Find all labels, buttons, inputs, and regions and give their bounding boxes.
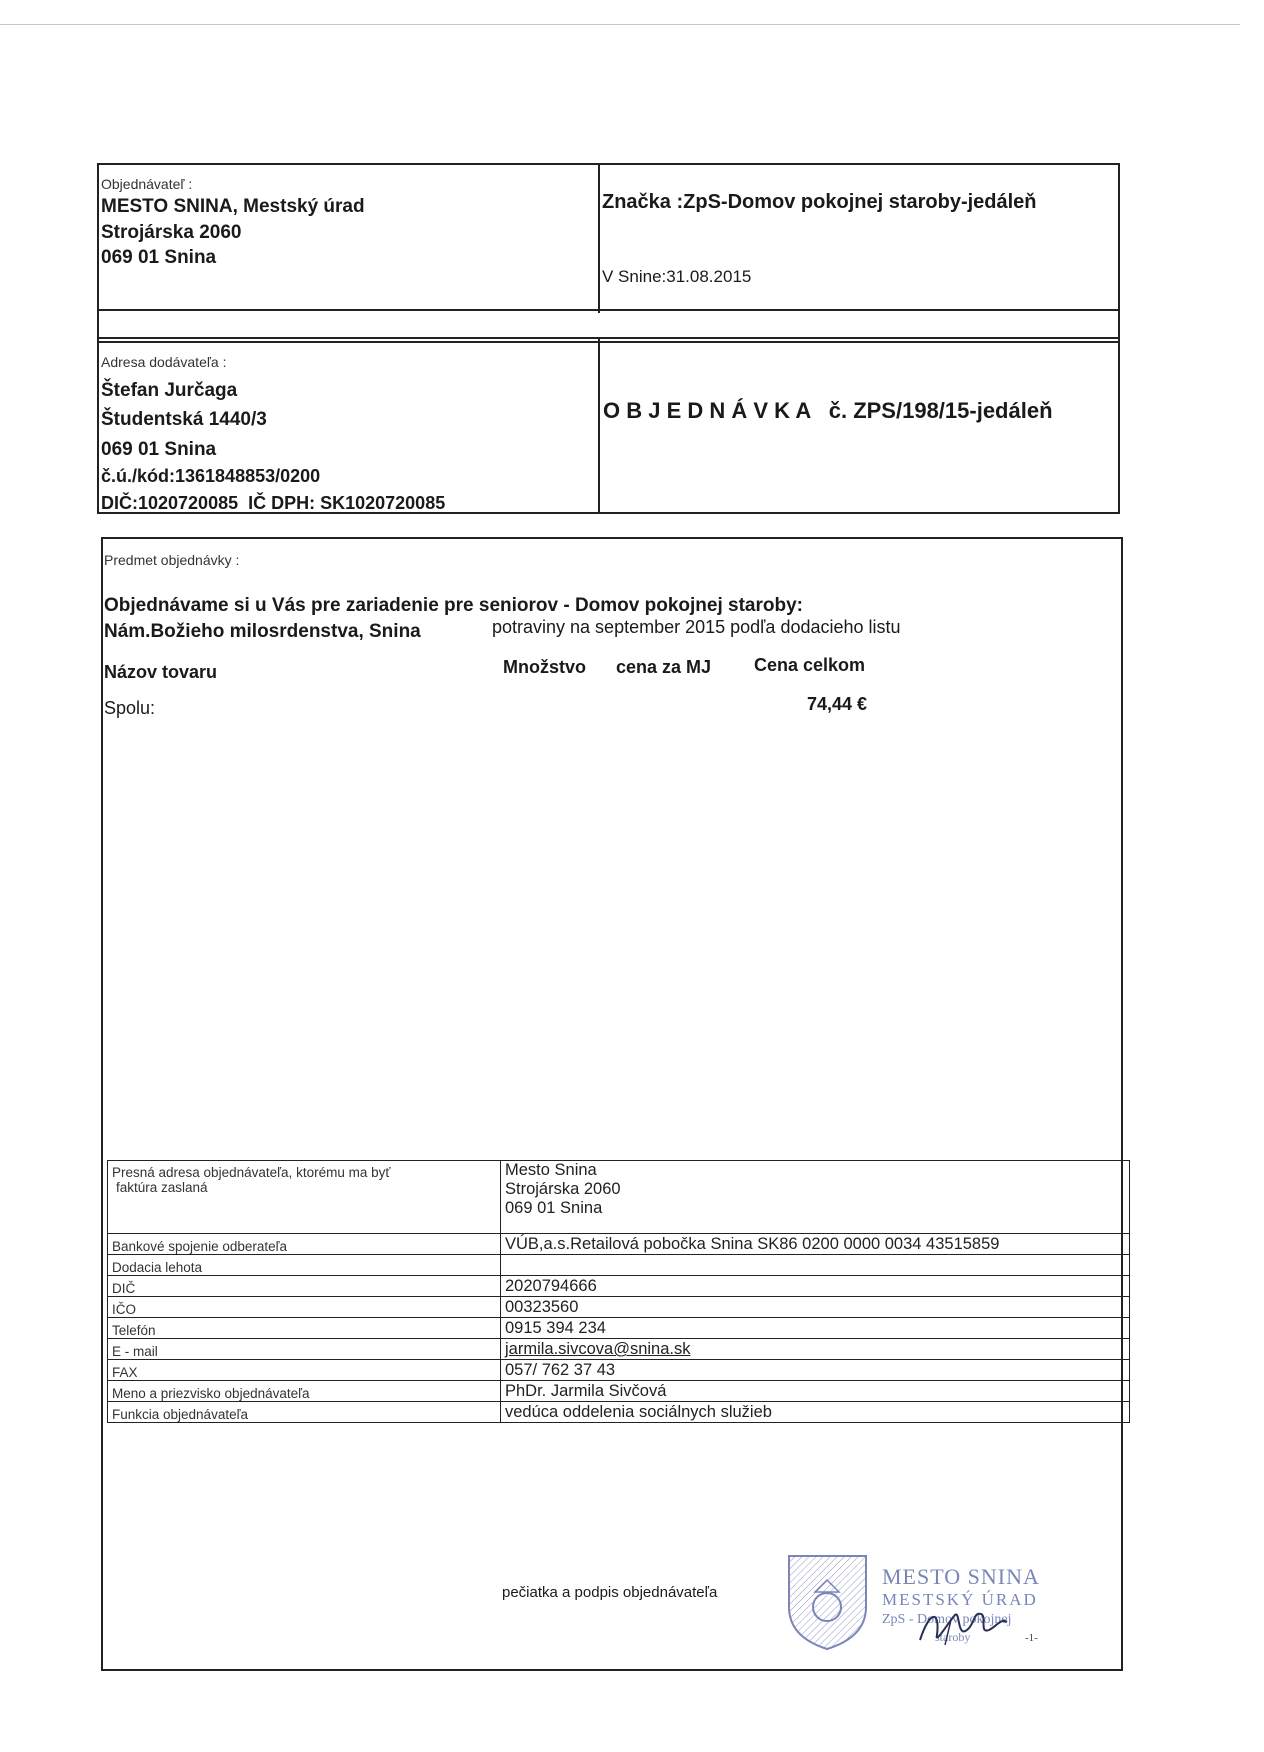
name-label: Meno a priezvisko objednávateľa xyxy=(108,1381,501,1402)
supplier-divider xyxy=(598,337,600,514)
address-label-cell xyxy=(108,1161,501,1234)
supplier-label: Adresa dodávateľa : xyxy=(101,354,227,370)
bank-label: Bankové spojenie odberateľa xyxy=(108,1234,501,1255)
subject-line1: Objednávame si u Vás pre zariadenie pre seniorov - Domov pokojnej staroby: xyxy=(104,595,803,616)
supplier-street: Študentská 1440/3 xyxy=(101,409,267,430)
col-header-total: Cena celkom xyxy=(754,655,866,675)
address-line1: Mesto Snina xyxy=(505,1161,597,1179)
table-row xyxy=(108,1255,1130,1276)
col-header-qty: Množstvo xyxy=(503,657,586,677)
stamp-line3: ZpS - Domov pokojnej xyxy=(882,1612,1012,1627)
function-value: vedúca oddelenia sociálnych služieb xyxy=(501,1402,1130,1423)
dic-value: 2020794666 xyxy=(501,1276,1130,1297)
table-row xyxy=(108,1402,1130,1423)
table-row xyxy=(108,1161,1130,1234)
header-box xyxy=(97,163,1120,343)
subject-location: Nám.Božieho milosrdenstva, Snina xyxy=(104,621,421,642)
signature-label: pečiatka a podpis objednávateľa xyxy=(502,1584,718,1601)
delivery-label: Dodacia lehota xyxy=(108,1255,501,1276)
ico-value: 00323560 xyxy=(501,1297,1130,1318)
stamp-line1: MESTO SNINA xyxy=(882,1564,1040,1589)
orderer-name: MESTO SNINA, Mestský úrad xyxy=(101,196,365,217)
stamp-line4: staroby xyxy=(935,1630,971,1644)
handwritten-signature xyxy=(915,1600,1035,1650)
supplier-tax: DIČ:1020720085 IČ DPH: SK1020720085 xyxy=(101,493,446,513)
header-divider xyxy=(598,163,600,313)
coat-of-arms-icon xyxy=(785,1552,870,1652)
table-row xyxy=(108,1276,1130,1297)
address-line2: Strojárska 2060 xyxy=(505,1180,621,1198)
supplier-city: 069 01 Snina xyxy=(101,439,217,460)
name-value: PhDr. Jarmila Sivčová xyxy=(501,1381,1130,1402)
address-value-cell xyxy=(501,1161,1130,1234)
orderer-street: Strojárska 2060 xyxy=(101,222,242,243)
col-header-unit-price: cena za MJ xyxy=(616,657,712,677)
supplier-name: Štefan Jurčaga xyxy=(101,380,238,401)
header-split-line xyxy=(97,309,1120,311)
supplier-account: č.ú./kód:1361848853/0200 xyxy=(101,466,321,486)
orderer-city: 069 01 Snina xyxy=(101,247,217,268)
sum-label: Spolu: xyxy=(104,698,156,718)
official-stamp xyxy=(785,1552,1065,1652)
subject-goods: potraviny na september 2015 podľa dodacieho listu xyxy=(492,617,901,637)
place-date: V Snine:31.08.2015 xyxy=(602,267,752,286)
table-row xyxy=(108,1318,1130,1339)
stamp-number: -1- xyxy=(1025,1632,1038,1644)
table-row xyxy=(108,1297,1130,1318)
delivery-value xyxy=(501,1255,1130,1276)
email-label: E - mail xyxy=(108,1339,501,1360)
orderer-info-table xyxy=(107,1160,1130,1423)
phone-label: Telefón xyxy=(108,1318,501,1339)
address-label-line2: faktúra zaslaná xyxy=(116,1180,208,1195)
address-label-line1: Presná adresa objednávateľa, ktorému ma byť xyxy=(112,1165,391,1180)
function-label: Funkcia objednávateľa xyxy=(108,1402,501,1423)
table-row xyxy=(108,1381,1130,1402)
subject-box xyxy=(101,537,1123,1671)
stamp-line2: MESTSKÝ ÚRAD xyxy=(882,1590,1038,1609)
ico-label: IČO xyxy=(108,1297,501,1318)
fax-label: FAX xyxy=(108,1360,501,1381)
dic-label: DIČ xyxy=(108,1276,501,1297)
table-row xyxy=(108,1360,1130,1381)
email-link[interactable]: jarmila.sivcova@snina.sk xyxy=(505,1340,691,1358)
phone-value: 0915 394 234 xyxy=(501,1318,1130,1339)
address-line3: 069 01 Snina xyxy=(505,1199,603,1217)
order-title: O B J E D N Á V K A č. ZPS/198/15-jedáleň xyxy=(603,398,1053,423)
order-mark: Značka :ZpS-Domov pokojnej staroby-jedáleň xyxy=(602,191,1037,213)
orderer-label: Objednávateľ : xyxy=(101,176,193,192)
table-row xyxy=(108,1234,1130,1255)
col-header-name: Názov tovaru xyxy=(104,662,218,682)
subject-label: Predmet objednávky : xyxy=(104,552,240,568)
sum-value: 74,44 € xyxy=(807,694,868,714)
scan-edge-line xyxy=(0,24,1240,25)
fax-value: 057/ 762 37 43 xyxy=(501,1360,1130,1381)
table-row xyxy=(108,1339,1130,1360)
email-cell xyxy=(501,1339,1130,1360)
bank-value: VÚB,a.s.Retailová pobočka Snina SK86 0200 0000 0034 43515859 xyxy=(501,1234,1130,1255)
